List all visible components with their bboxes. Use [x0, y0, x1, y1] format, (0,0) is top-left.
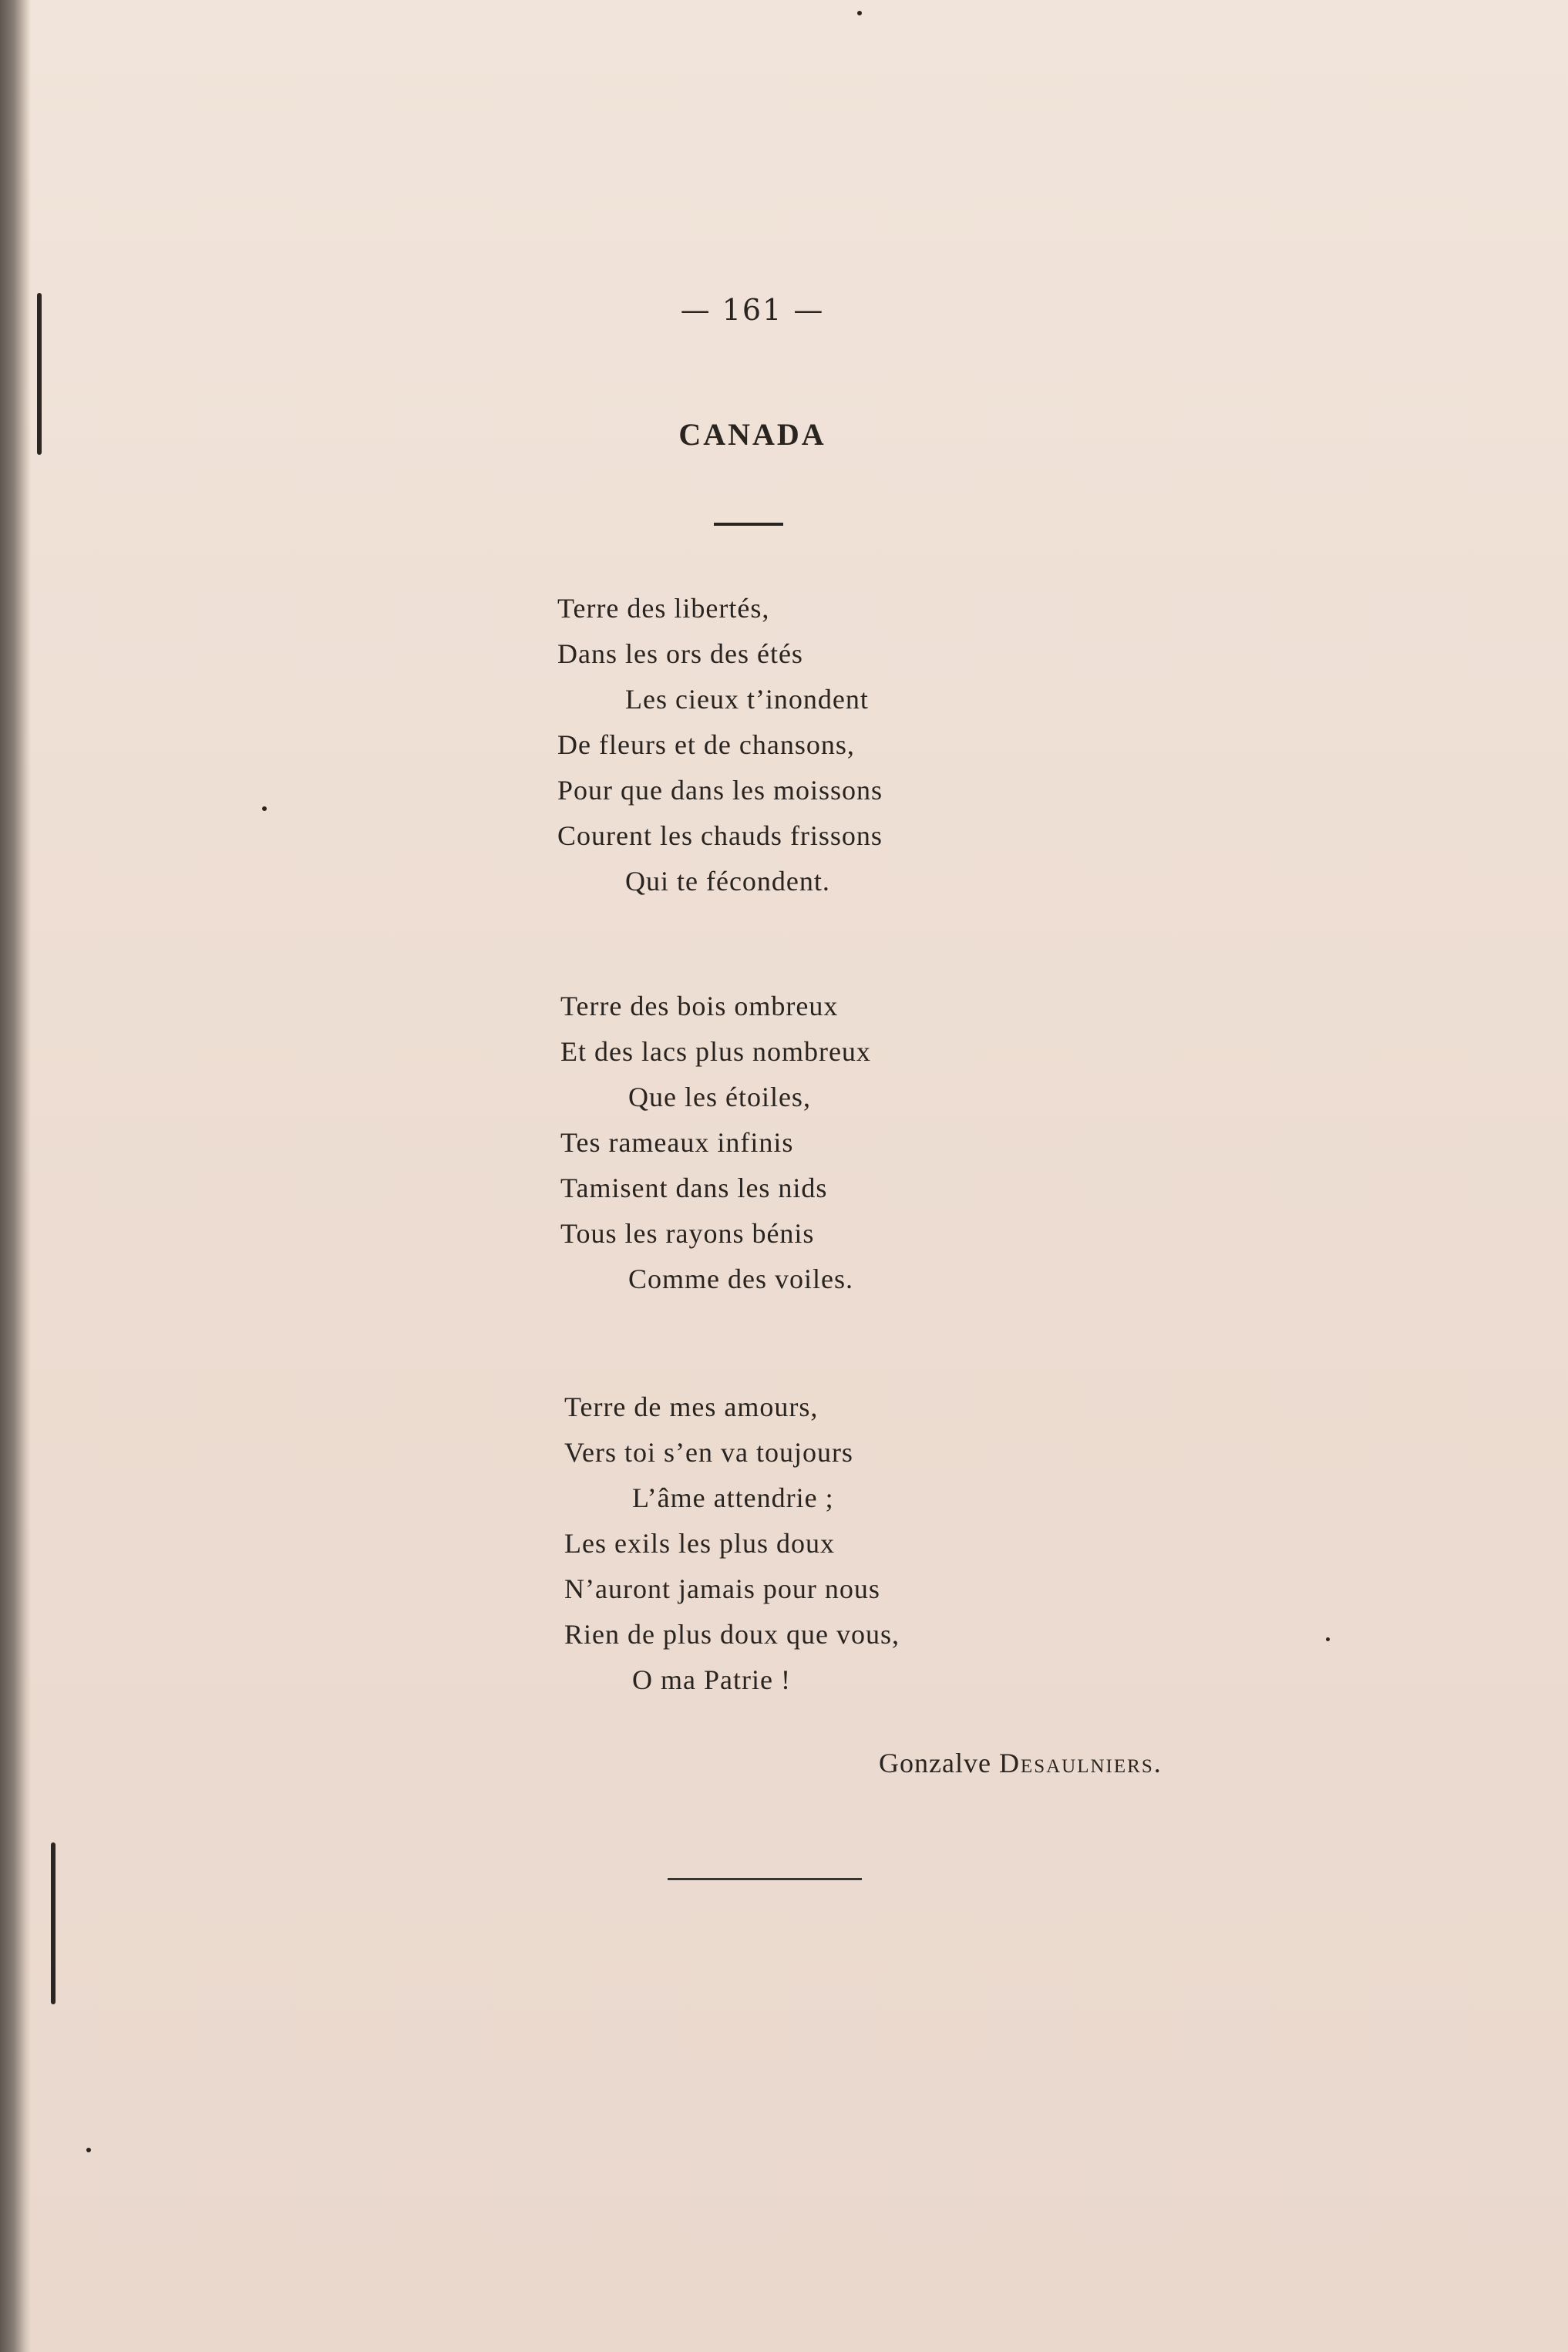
ink-speck — [857, 11, 862, 15]
poem-line: Tous les rayons bénis — [560, 1218, 815, 1249]
stanza-1 — [557, 586, 883, 904]
poem-title: CANADA — [678, 417, 826, 452]
poem-line: Que les étoiles, — [628, 1082, 811, 1112]
binding-mark-bottom — [51, 1842, 56, 2004]
ink-speck — [1326, 1637, 1330, 1641]
poem-line: Les exils les plus doux — [564, 1528, 835, 1559]
poem-line: Et des lacs plus nombreux — [560, 1036, 871, 1067]
ink-speck — [262, 806, 267, 811]
poem-line: Les cieux t’inondent — [625, 684, 869, 715]
ink-speck — [86, 2148, 91, 2152]
poem-line: Terre des libertés, — [557, 593, 770, 624]
poem-line: Dans les ors des étés — [557, 638, 803, 669]
torn-page-edge — [0, 0, 31, 2352]
title-rule — [714, 523, 783, 526]
author-last-name: Desaulniers. — [998, 1748, 1163, 1778]
poem-line: Terre des bois ombreux — [560, 991, 839, 1021]
author-first-name: Gonzalve — [879, 1748, 991, 1778]
stanza-2 — [560, 984, 871, 1302]
poem-line: De fleurs et de chansons, — [557, 729, 855, 760]
poem-line: O ma Patrie ! — [632, 1664, 791, 1695]
poem-line: Tamisent dans les nids — [560, 1173, 828, 1203]
author-signature — [879, 1747, 1163, 1779]
poem-line: L’âme attendrie ; — [632, 1482, 834, 1513]
poem-line: Courent les chauds frissons — [557, 820, 883, 851]
stanza-3 — [564, 1385, 900, 1703]
poem-line: N’auront jamais pour nous — [564, 1573, 880, 1604]
poem-line: Rien de plus doux que vous, — [564, 1619, 900, 1650]
page-number: — 161 — — [680, 293, 825, 327]
poem-line: Comme des voiles. — [628, 1263, 853, 1294]
poem-line: Vers toi s’en va toujours — [564, 1437, 853, 1468]
poem-line: Tes rameaux infinis — [560, 1127, 794, 1158]
poem-line: Terre de mes amours, — [564, 1391, 819, 1422]
end-rule — [668, 1878, 862, 1880]
poem-line: Pour que dans les moissons — [557, 775, 883, 806]
poem-line: Qui te fécondent. — [625, 866, 830, 897]
